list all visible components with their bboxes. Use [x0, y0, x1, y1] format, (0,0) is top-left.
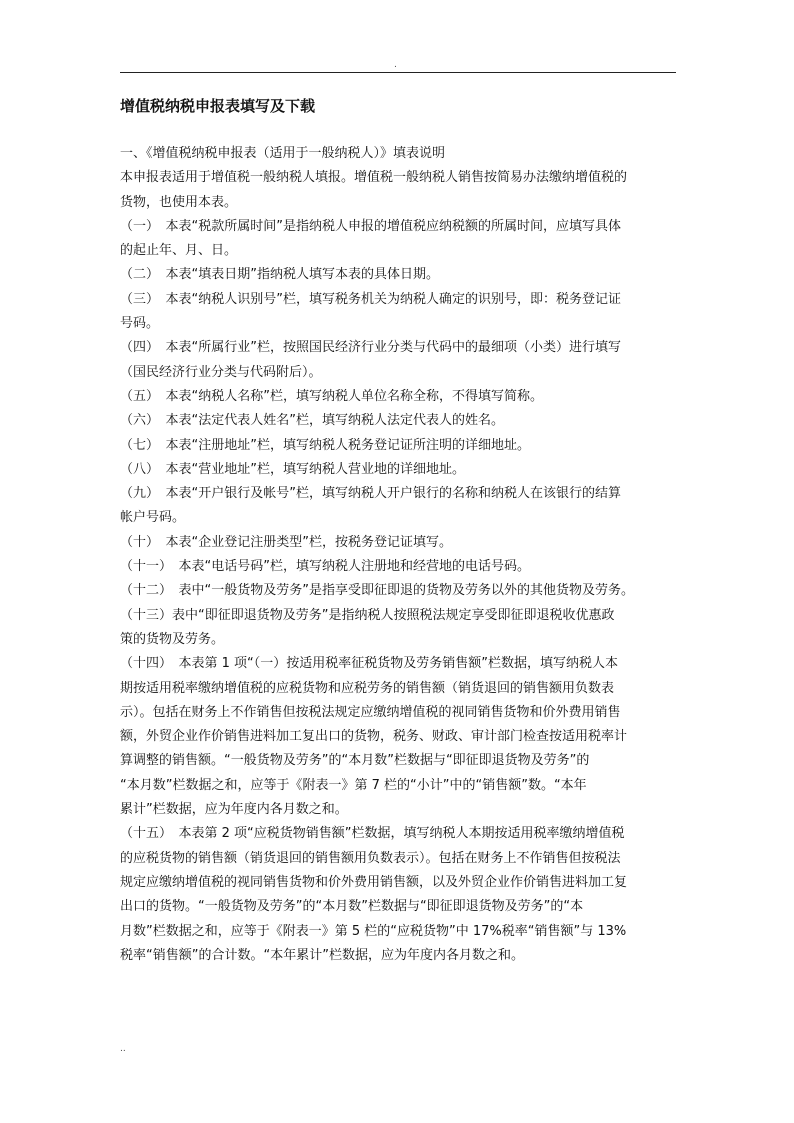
text-line: （十三）表中“即征即退货物及劳务”是指纳税人按照税法规定享受即征即退税收优惠政: [120, 607, 615, 623]
document-title: 增值税纳税申报表填写及下载: [120, 97, 316, 115]
text-line: 月数”栏数据之和，应等于《附表一》第 5 栏的“应税货物”中 17%税率“销售额”与 13%: [120, 923, 627, 939]
text-line: （一） 本表“税款所属时间”是指纳税人申报的增值税应纳税额的所属时间，应填写具体: [120, 218, 621, 234]
text-line: （六） 本表“法定代表人姓名”栏，填写纳税人法定代表人的姓名。: [120, 413, 504, 429]
text-line: 号码。: [120, 316, 160, 332]
text-line: 累计”栏数据，应为年度内各月数之和。: [120, 802, 348, 818]
text-line: （七） 本表“注册地址”栏，填写纳税人税务登记证所注明的详细地址。: [120, 437, 530, 453]
text-line: （十四） 本表第 1 项“（一）按适用税率征税货物及劳务销售额”栏数据，填写纳税人本: [120, 656, 619, 672]
text-line: 期按适用税率缴纳增值税的应税货物和应税劳务的销售额（销货退回的销售额用负数表: [120, 680, 615, 696]
text-line: （十二） 表中“一般货物及劳务”是指享受即征即退的货物及劳务以外的其他货物及劳务。: [120, 583, 634, 599]
text-line: （八） 本表“营业地址”栏，填写纳税人营业地的详细地址。: [120, 461, 465, 477]
text-line: 出口的货物。“一般货物及劳务”的“本月数”栏数据与“即征即退货物及劳务”的“本: [120, 899, 584, 915]
text-line: 算调整的销售额。“一般货物及劳务”的“本月数”栏数据与“即征即退货物及劳务”的: [120, 753, 590, 769]
text-line: （三） 本表“纳税人识别号”栏，填写税务机关为纳税人确定的识别号，即：税务登记证: [120, 291, 621, 307]
text-line: 策的货物及劳务。: [120, 631, 225, 647]
text-line: （九） 本表“开户银行及帐号”栏，填写纳税人开户银行的名称和纳税人在该银行的结算: [120, 486, 621, 502]
footer-mark: ..: [120, 1044, 126, 1054]
header-mark: .: [394, 60, 397, 70]
text-line: 本申报表适用于增值税一般纳税人填报。增值税一般纳税人销售按简易办法缴纳增值税的: [120, 170, 628, 186]
document-body: [120, 142, 680, 968]
text-line: （五） 本表“纳税人名称”栏，填写纳税人单位名称全称，不得填写简称。: [120, 388, 543, 404]
text-line: 额，外贸企业作价销售进料加工复出口的货物，税务、财政、审计部门检查按适用税率计: [120, 729, 628, 745]
text-line: （十一） 本表“电话号码”栏，填写纳税人注册地和经营地的电话号码。: [120, 559, 530, 575]
text-line: “本月数”栏数据之和，应等于《附表一》第 7 栏的“小计”中的“销售额”数。“本年: [120, 777, 587, 793]
text-line: （二） 本表“填表日期”指纳税人填写本表的具体日期。: [120, 267, 439, 283]
header-rule: [120, 72, 676, 73]
text-line: 的起止年、月、日。: [120, 243, 238, 259]
text-line: （四） 本表“所属行业”栏，按照国民经济行业分类与代码中的最细项（小类）进行填写: [120, 340, 621, 356]
text-line: 规定应缴纳增值税的视同销售货物和价外费用销售额，以及外贸企业作价销售进料加工复: [120, 874, 628, 890]
text-line: 的应税货物的销售额（销货退回的销售额用负数表示）。包括在财务上不作销售但按税法: [120, 850, 621, 866]
text-line: （国民经济行业分类与代码附后）。: [120, 364, 322, 380]
text-line: 一、《增值税纳税申报表（适用于一般纳税人）》填表说明: [120, 146, 446, 161]
text-line: 税率“销售额”的合计数。“本年累计”栏数据，应为年度内各月数之和。: [120, 947, 524, 963]
text-line: 帐户号码。: [120, 510, 186, 526]
text-line: （十） 本表“企业登记注册类型”栏，按税务登记证填写。: [120, 534, 452, 550]
text-line: 示）。包括在财务上不作销售但按税法规定应缴纳增值税的视同销售货物和价外费用销售: [120, 704, 621, 720]
text-line: 货物，也使用本表。: [120, 194, 238, 210]
text-line: （十五） 本表第 2 项“应税货物销售额”栏数据，填写纳税人本期按适用税率缴纳增值税: [120, 826, 625, 842]
